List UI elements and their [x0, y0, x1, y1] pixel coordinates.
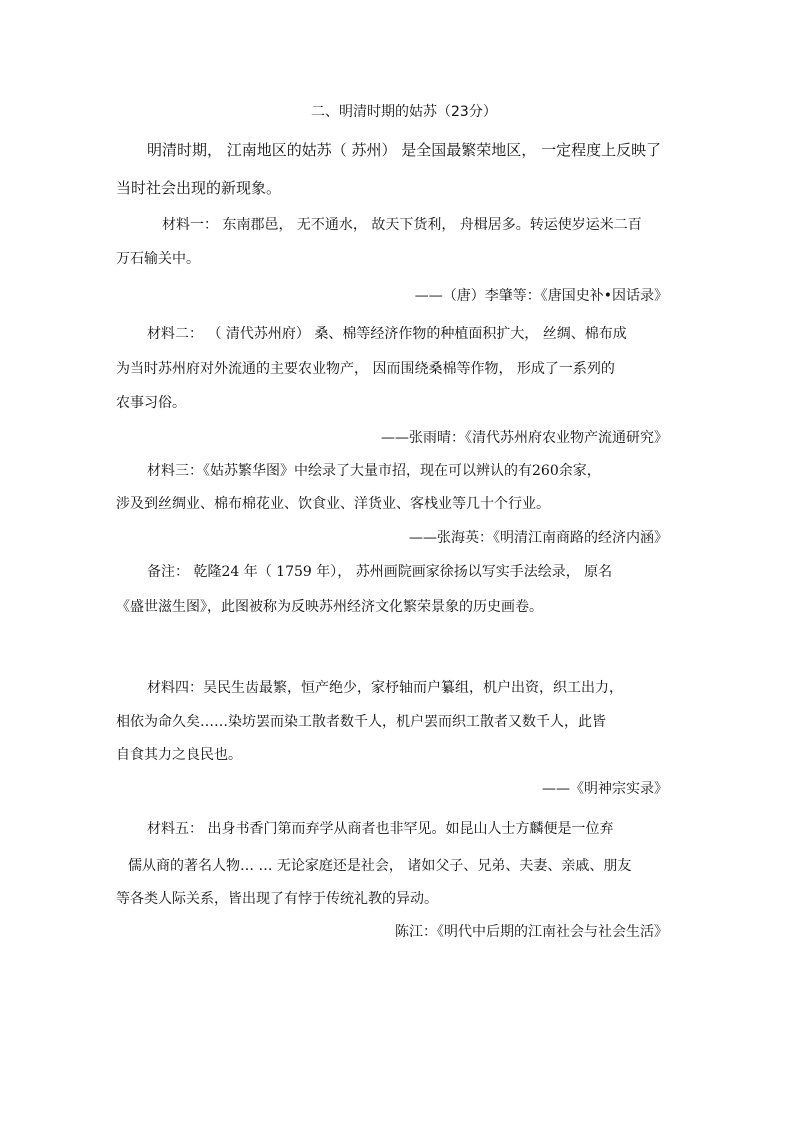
material-5-line-1: 材料五： 出身书香门第而弃学从商者也非罕见。如昆山人士方麟便是一位弃	[147, 821, 614, 837]
material-4-line-1: 材料四：吴民生齿最繁，恒产绝少，家杼轴而户纂组，机户出资，织工出力，	[147, 680, 623, 696]
material-5-line-2: 儒从商的著名人物… … 无论家庭还是社会， 诸如父子、兄弟、夫妻、亲戚、朋友	[128, 858, 632, 874]
note-line-2: 《盛世滋生图》，此图被称为反映苏州经济文化繁荣景象的历史画卷。	[116, 599, 543, 615]
material-3-source: ——张海英：《明清江南商路的经济内涵》	[409, 530, 668, 546]
material-2-line-1: 材料二： （ 清代苏州府） 桑、棉等经济作物的种植面积扩大， 丝绸、棉布成	[147, 326, 627, 342]
material-5-source: 陈江：《明代中后期的江南社会与社会生活》	[395, 924, 668, 940]
intro-line-2: 当时社会出现的新现象。	[116, 179, 282, 197]
material-4-line-2: 相依为命久矣……染坊罢而染工散者数千人，机户罢而织工散者又数千人，此皆	[116, 714, 606, 730]
material-1-line-2: 万石输关中。	[116, 251, 200, 267]
note-line-1: 备注： 乾隆24 年（ 1759 年）， 苏州画院画家徐扬以写实手法绘录， 原名	[147, 564, 613, 580]
intro-line-1: 明清时期， 江南地区的姑苏（ 苏州） 是全国最繁荣地区， 一定程度上反映了	[147, 141, 662, 159]
material-2-line-2: 为当时苏州府对外流通的主要农业物产， 因而围绕桑棉等作物， 形成了一系列的	[116, 361, 615, 377]
material-4-source: ——《明神宗实录》	[542, 781, 668, 797]
section-title: 二、明清时期的姑苏（23分）	[311, 104, 497, 120]
material-2-line-3: 农事习俗。	[116, 395, 186, 411]
material-2-source: ——张雨晴：《清代苏州府农业物产流通研究》	[381, 430, 668, 446]
material-1-line-1: 材料一： 东南郡邑， 无不通水， 故天下货利， 舟楫居多。转运使岁运米二百	[162, 217, 642, 233]
material-4-line-3: 自食其力之良民也。	[116, 747, 242, 763]
material-3-line-2: 涉及到丝绸业、棉布棉花业、饮食业、洋货业、客栈业等几十个行业。	[116, 496, 550, 512]
material-5-line-3: 等各类人际关系，皆出现了有悖于传统礼教的异动。	[116, 891, 438, 907]
material-1-source: ——（唐）李肇等：《唐国史补•因话录》	[414, 288, 668, 304]
material-3-line-1: 材料三：《姑苏繁华图》中绘录了大量市招，现在可以辨认的有260余家，	[147, 463, 601, 479]
